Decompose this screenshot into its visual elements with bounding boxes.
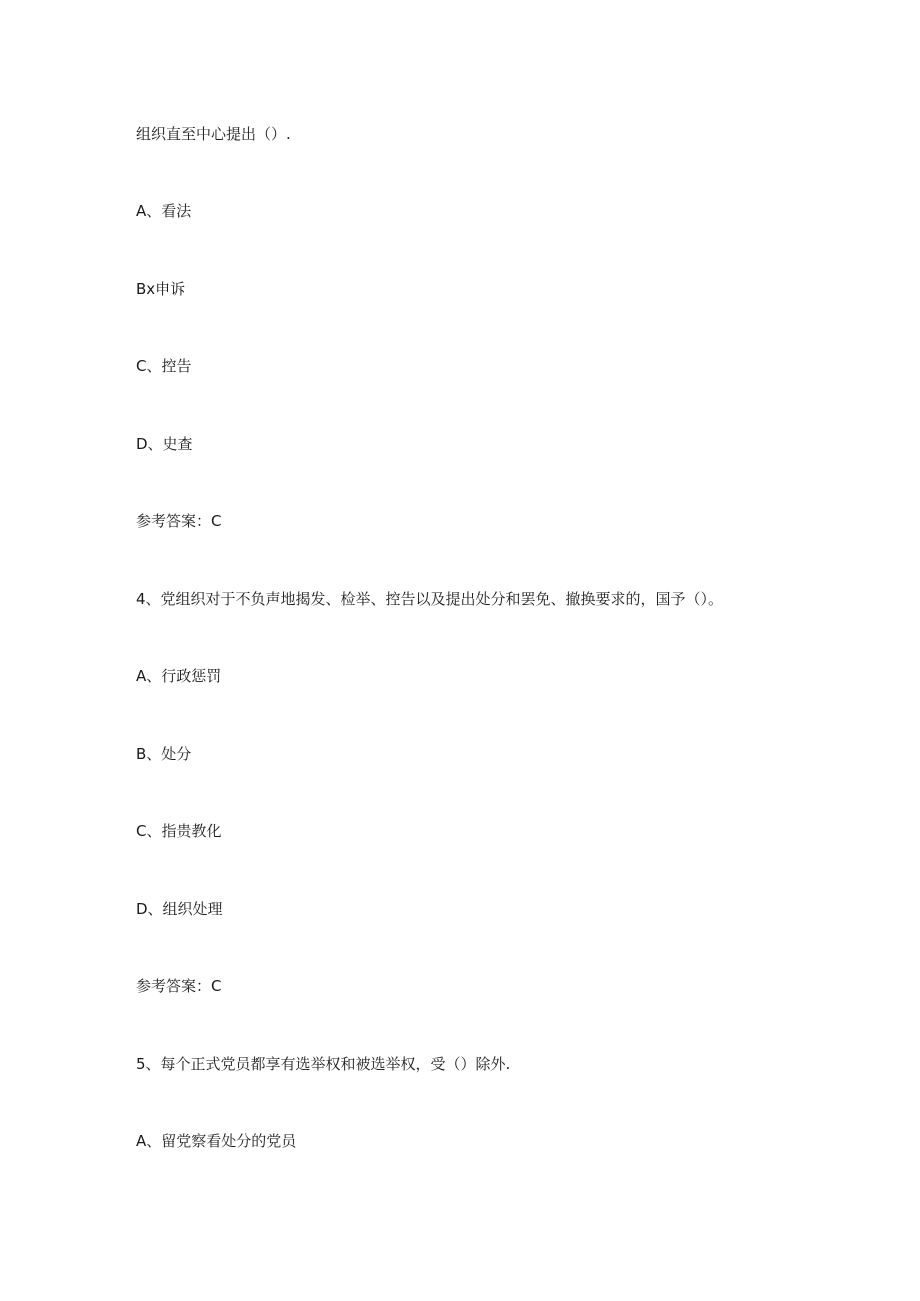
q4-option-b: B、处分 xyxy=(136,745,192,763)
q4-reference-answer: 参考答案：C xyxy=(136,977,222,995)
question-4-stem: 4、党组织对于不负声地揭发、检举、控告以及提出处分和罢免、撤换要求的，国予（）。 xyxy=(136,590,724,608)
q4-option-a: A、行政惩罚 xyxy=(136,667,222,685)
question-5-stem: 5、每个正式党员都享有选举权和被选举权，受（）除外. xyxy=(136,1055,511,1073)
q4-option-c: C、指贵教化 xyxy=(136,822,222,840)
q4-option-d: D、组织处理 xyxy=(136,900,223,918)
q3-option-b: Bx申诉 xyxy=(136,280,186,298)
q3-reference-answer: 参考答案：C xyxy=(136,512,222,530)
q3-option-a: A、看法 xyxy=(136,202,192,220)
question-3-stem-continuation: 组织直至中心提出（）. xyxy=(136,125,291,143)
q3-option-c: C、控告 xyxy=(136,357,192,375)
q3-option-d: D、史查 xyxy=(136,435,193,453)
q5-option-a: A、留党察看处分的党员 xyxy=(136,1132,297,1150)
